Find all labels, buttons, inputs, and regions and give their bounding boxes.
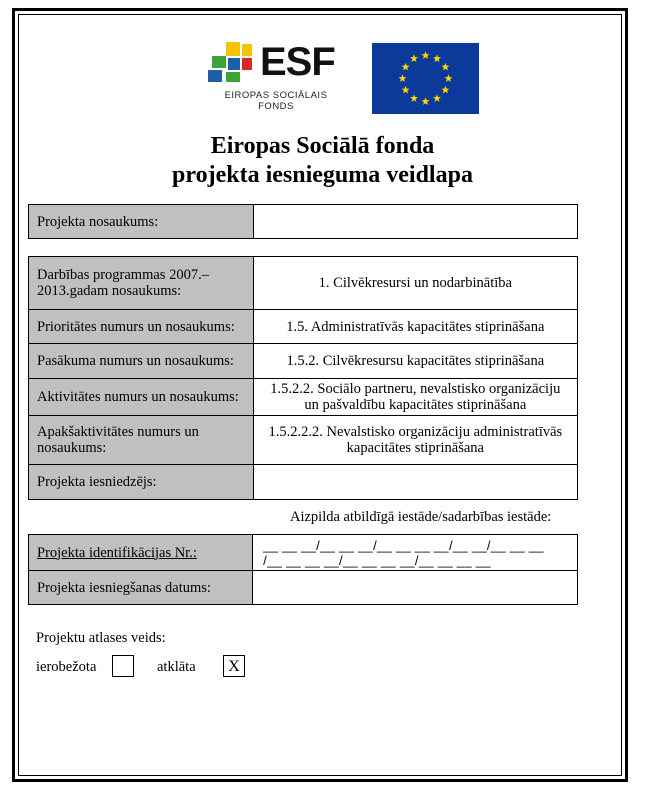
applicant-field[interactable] bbox=[253, 465, 577, 500]
esf-logo bbox=[168, 36, 336, 116]
submission-date-row bbox=[29, 571, 578, 605]
submission-date-field[interactable] bbox=[253, 571, 578, 605]
activity-label: Aktivitātes numurs un nosaukums: bbox=[29, 379, 254, 416]
table-row bbox=[29, 257, 578, 310]
measure-value: 1.5.2. Cilvēkresursu kapacitātes stiprināšana bbox=[253, 344, 577, 379]
priority-value: 1.5. Administratīvās kapacitātes stiprināšana bbox=[253, 310, 577, 344]
table-row bbox=[29, 465, 578, 500]
activity-value: 1.5.2.2. Sociālo partneru, nevalstisko organizāciju un pašvaldību kapacitātes stiprināšana bbox=[253, 379, 577, 416]
option-limited-checkbox[interactable] bbox=[112, 655, 134, 677]
eu-flag-icon bbox=[372, 43, 479, 114]
authority-note: Aizpilda atbildīgā iestāde/sadarbības iestāde: bbox=[290, 509, 552, 525]
table-row bbox=[29, 379, 578, 416]
measure-label: Pasākuma numurs un nosaukums: bbox=[29, 344, 254, 379]
project-name-label: Projekta nosaukums: bbox=[29, 205, 254, 239]
project-name-row bbox=[29, 205, 578, 239]
table-row bbox=[29, 344, 578, 379]
project-name-field[interactable] bbox=[253, 205, 577, 239]
identification-field[interactable] bbox=[253, 535, 578, 571]
option-open-label: atklāta bbox=[157, 659, 196, 675]
identification-label-text: Projekta identifikācijas Nr.: bbox=[37, 544, 197, 561]
option-limited-label: ierobežota bbox=[36, 659, 97, 675]
table-row bbox=[29, 416, 578, 465]
table-row bbox=[29, 310, 578, 344]
program-label: Darbības programmas 2007.–2013.gadam nosaukums: bbox=[29, 257, 254, 310]
esf-subtitle bbox=[214, 90, 338, 112]
identification-pattern-line1: __ __ __/__ __ __/__ __ __ __/__ __/__ __ __ bbox=[263, 537, 544, 553]
project-name-table bbox=[28, 204, 578, 239]
identification-table bbox=[28, 534, 578, 605]
identification-pattern-line2: /__ __ __ __/__ __ __ __/__ __ __ __ bbox=[263, 552, 491, 568]
form-title-line2: projekta iesnieguma veidlapa bbox=[172, 162, 473, 188]
esf-subtitle-line1: EIROPAS SOCIĀLAIS bbox=[224, 90, 328, 101]
selection-title: Projektu atlases veids: bbox=[36, 630, 166, 646]
identification-row bbox=[29, 535, 578, 571]
esf-mark-icon bbox=[208, 42, 254, 84]
subactivity-label: Apakšaktivitātes numurs un nosaukums: bbox=[29, 416, 254, 465]
identification-label bbox=[29, 535, 253, 571]
esf-subtitle-line2: FONDS bbox=[258, 101, 294, 112]
submission-date-label: Projekta iesniegšanas datums: bbox=[29, 571, 253, 605]
esf-name: ESF bbox=[260, 40, 335, 84]
subactivity-value: 1.5.2.2.2. Nevalstisko organizāciju administratīvās kapacitātes stiprināšana bbox=[253, 416, 577, 465]
option-open-checkbox[interactable]: X bbox=[223, 655, 245, 677]
applicant-label: Projekta iesniedzējs: bbox=[29, 465, 254, 500]
form-title-line1: Eiropas Sociālā fonda bbox=[210, 133, 435, 159]
program-value: 1. Cilvēkresursi un nodarbinātība bbox=[253, 257, 577, 310]
program-info-table bbox=[28, 256, 578, 500]
priority-label: Prioritātes numurs un nosaukums: bbox=[29, 310, 254, 344]
